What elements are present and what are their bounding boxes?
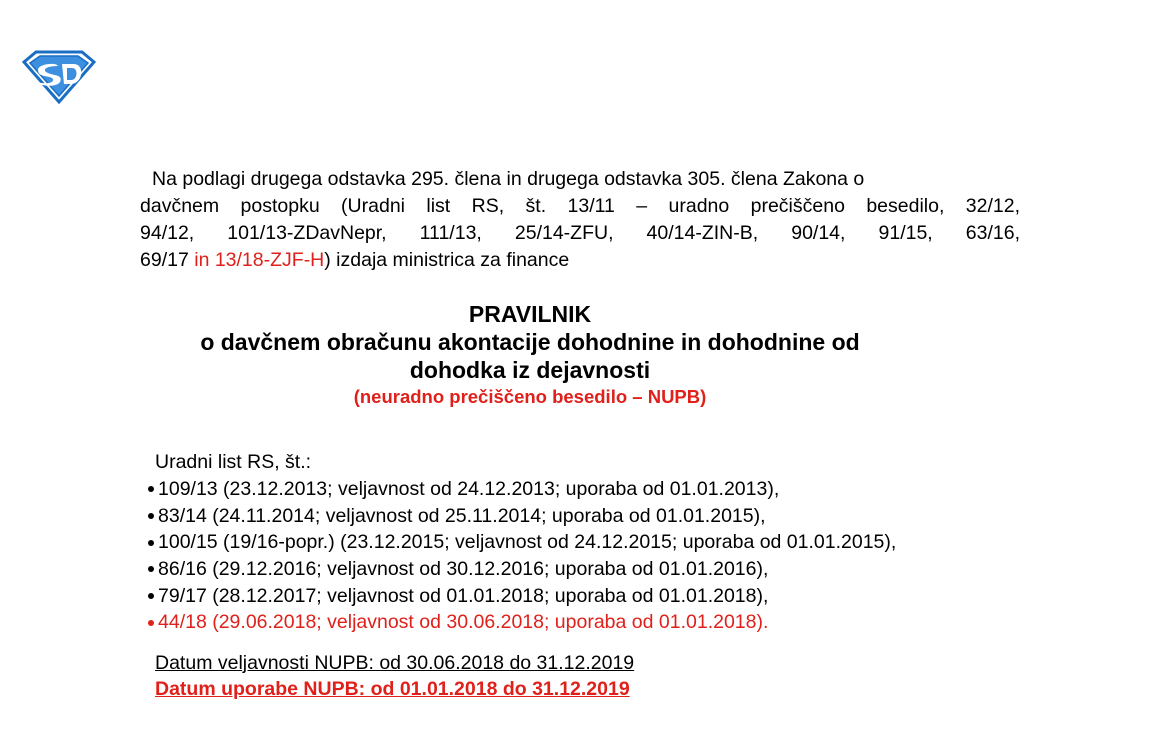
- intro-line-2: davčnem postopku (Uradni list RS, št. 13/11 – uradno prečiščeno besedilo, 32/12,: [140, 195, 1020, 217]
- gazette-label: Uradni list RS, št.:: [155, 451, 312, 473]
- intro-line-4: [140, 247, 1020, 274]
- intro-line-4-end: ) izdaja ministrica za finance: [324, 249, 570, 271]
- gazette-list: [146, 476, 896, 636]
- list-item: [146, 476, 896, 503]
- usage-date: Datum uporabe NUPB: od 01.01.2018 do 31.12.2019: [155, 678, 630, 700]
- bullet-icon: [148, 540, 154, 546]
- intro-paragraph: [140, 166, 1020, 274]
- document-subtitle-line-2: dohodka iz dejavnosti: [409, 357, 651, 383]
- list-item: [146, 583, 896, 610]
- gazette-entry: 86/16 (29.12.2016; veljavnost od 30.12.2016; uporaba od 01.01.2016),: [158, 558, 769, 581]
- sd-shield-logo-icon: [20, 48, 98, 104]
- document-title: PRAVILNIK: [468, 301, 592, 327]
- gazette-entry-suffix: .: [763, 611, 769, 634]
- title-block: [140, 300, 920, 410]
- bullet-icon: [148, 566, 154, 572]
- intro-line-4-start: 69/17: [140, 249, 189, 271]
- intro-line-1: Na podlagi drugega odstavka 295. člena in drugega odstavka 305. člena Zakona o: [152, 168, 865, 190]
- gazette-entry: 83/14 (24.11.2014; veljavnost od 25.11.2014; uporaba od 01.01.2015),: [158, 504, 766, 527]
- bullet-icon: [148, 620, 154, 626]
- validity-date: Datum veljavnosti NUPB: od 30.06.2018 do 31.12.2019: [155, 652, 635, 674]
- gazette-entry: 109/13 (23.12.2013; veljavnost od 24.12.2013; uporaba od 01.01.2013),: [158, 478, 780, 500]
- document-subtitle-line-1: o davčnem obračunu akontacije dohodnine in dohodnine od: [200, 329, 860, 355]
- document-note: (neuradno prečiščeno besedilo – NUPB): [353, 386, 707, 407]
- intro-amendment-reference: in 13/18-ZJF-H: [188, 249, 325, 271]
- list-item: [146, 609, 896, 636]
- logo-svg: [20, 48, 98, 104]
- intro-line-3: 94/12, 101/13-ZDavNepr, 111/13, 25/14-ZFU, 40/14-ZIN-B, 90/14, 91/15, 63/16,: [140, 222, 1020, 244]
- gazette-entry: 100/15 (19/16-popr.) (23.12.2015; veljavnost od 24.12.2015; uporaba od 01.01.2015),: [158, 531, 897, 554]
- list-item: [146, 503, 896, 530]
- list-item: [146, 529, 896, 556]
- list-item: [146, 556, 896, 583]
- bullet-icon: [148, 513, 154, 519]
- gazette-entry-latest: 44/18 (29.06.2018; veljavnost od 30.06.2018; uporaba od 01.01.2018): [158, 611, 763, 634]
- bullet-icon: [148, 486, 154, 492]
- bullet-icon: [148, 593, 154, 599]
- gazette-entry: 79/17 (28.12.2017; veljavnost od 01.01.2018; uporaba od 01.01.2018),: [158, 584, 769, 607]
